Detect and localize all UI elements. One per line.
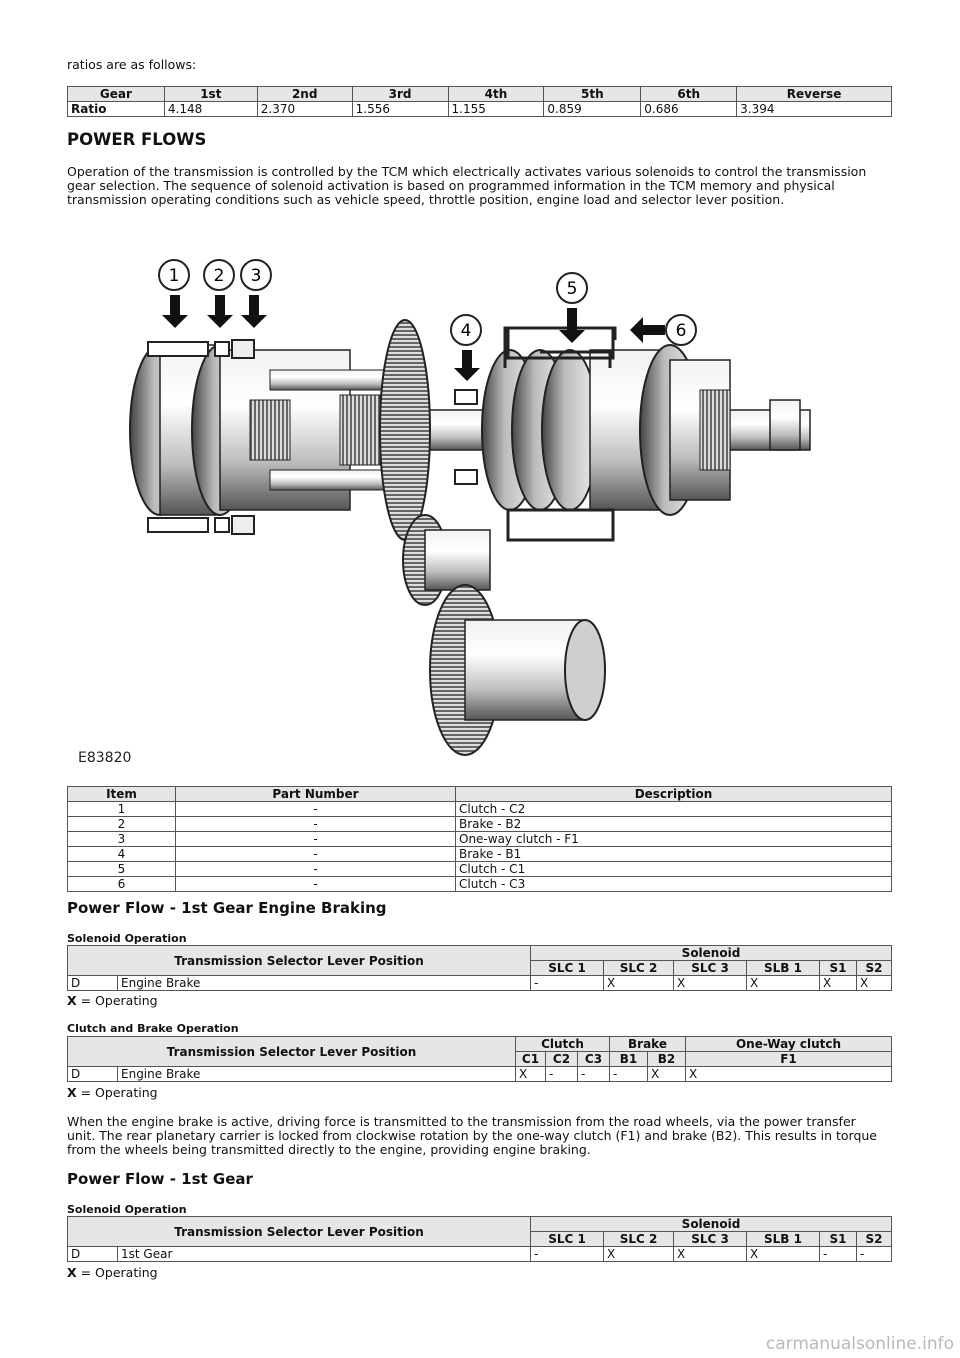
part-number-cell: - <box>176 817 456 832</box>
status-cell: X <box>604 1247 674 1262</box>
status-cell: - <box>820 1247 857 1262</box>
gear-ratio-table <box>67 86 892 117</box>
part-number-cell: - <box>176 862 456 877</box>
solenoid-operation-heading: Solenoid Operation <box>67 1203 187 1216</box>
status-cell: - <box>531 976 604 991</box>
part-number-cell: - <box>176 877 456 892</box>
svg-text:6: 6 <box>675 321 687 341</box>
callout-5-icon <box>557 273 587 303</box>
status-cell: X <box>674 976 747 991</box>
part-number-cell: - <box>176 802 456 817</box>
status-cell: X <box>747 976 820 991</box>
solenoid-header: S1 <box>820 961 857 976</box>
selector-position-header: Transmission Selector Lever Position <box>68 946 531 976</box>
status-cell: - <box>578 1067 610 1082</box>
parts-header-cell: Item <box>68 787 176 802</box>
parts-header-cell: Description <box>456 787 892 802</box>
svg-text:5: 5 <box>566 279 578 299</box>
ratio-header-cell: 1st <box>164 87 257 102</box>
engine-brake-solenoid-table <box>67 945 892 991</box>
note-text: = Operating <box>76 1085 158 1100</box>
clutch-brake-table <box>67 1036 892 1082</box>
selector-position-header: Transmission Selector Lever Position <box>68 1037 516 1067</box>
engine-braking-title: Power Flow - 1st Gear Engine Braking <box>67 899 387 917</box>
description-cell: One-way clutch - F1 <box>456 832 892 847</box>
table-row <box>68 862 892 877</box>
solenoid-header: SLB 1 <box>747 1232 820 1247</box>
table-row <box>68 802 892 817</box>
status-cell: - <box>531 1247 604 1262</box>
callout-4-icon <box>451 315 481 345</box>
status-cell: X <box>686 1067 892 1082</box>
table-row <box>68 1067 892 1082</box>
solenoid-header: S1 <box>820 1232 857 1247</box>
ratio-value: 3.394 <box>737 102 892 117</box>
note-text: = Operating <box>76 1265 158 1280</box>
item-cell: 5 <box>68 862 176 877</box>
section-title: POWER FLOWS <box>67 130 207 149</box>
position-cell: D <box>68 976 118 991</box>
status-cell: X <box>648 1067 686 1082</box>
solenoid-header: S2 <box>857 1232 892 1247</box>
ratio-row-label: Ratio <box>68 102 165 117</box>
clutch-brake-heading: Clutch and Brake Operation <box>67 1022 239 1035</box>
parts-header-cell: Part Number <box>176 787 456 802</box>
first-gear-title: Power Flow - 1st Gear <box>67 1170 253 1188</box>
status-cell: X <box>747 1247 820 1262</box>
note-text: = Operating <box>76 993 158 1008</box>
operating-note <box>67 994 158 1008</box>
part-number-cell: - <box>176 832 456 847</box>
table-row <box>68 1247 892 1262</box>
section-paragraph: Operation of the transmission is controlled by the TCM which electrically activates various solenoids to control the transmission gear selection. The sequence of solenoid activation is based on programmed information in the TCM memory and physical transmission operating conditions such as vehicle speed, throttle position, engine load and selector lever position. <box>67 164 867 207</box>
clutch-group-header: Clutch <box>516 1037 610 1052</box>
first-gear-solenoid-table <box>67 1216 892 1262</box>
description-cell: Clutch - C1 <box>456 862 892 877</box>
mode-cell: 1st Gear <box>118 1247 531 1262</box>
status-cell: - <box>610 1067 648 1082</box>
note-symbol: X <box>67 1085 77 1100</box>
mode-cell: Engine Brake <box>118 1067 516 1082</box>
selector-position-header: Transmission Selector Lever Position <box>68 1217 531 1247</box>
header-row <box>68 946 892 961</box>
solenoid-header: SLC 3 <box>674 961 747 976</box>
description-cell: Brake - B1 <box>456 847 892 862</box>
ratio-value: 1.155 <box>448 102 544 117</box>
ratio-header-cell: 3rd <box>352 87 448 102</box>
solenoid-operation-heading: Solenoid Operation <box>67 932 187 945</box>
component-header: C1 <box>516 1052 546 1067</box>
ratio-value: 2.370 <box>257 102 352 117</box>
ratio-header-cell: Gear <box>68 87 165 102</box>
solenoid-header: SLB 1 <box>747 961 820 976</box>
table-row <box>68 832 892 847</box>
table-row <box>68 877 892 892</box>
item-cell: 2 <box>68 817 176 832</box>
ratio-header-cell: 4th <box>448 87 544 102</box>
component-header: B2 <box>648 1052 686 1067</box>
component-header: C2 <box>546 1052 578 1067</box>
figure-code: E83820 <box>78 750 132 766</box>
intro-text: ratios are as follows: <box>67 57 197 72</box>
part-number-cell: - <box>176 847 456 862</box>
callout-2-icon <box>204 260 234 290</box>
ratio-header-cell: Reverse <box>737 87 892 102</box>
callout-6-icon <box>666 315 696 345</box>
footer-watermark[interactable]: carmanualsonline.info <box>765 1334 954 1354</box>
header-row <box>68 1217 892 1232</box>
engine-braking-paragraph: When the engine brake is active, driving force is transmitted to the transmission from the road wheels, via the power transfer unit. The rear planetary carrier is locked from clockwise rotation by the one-way clutch (F1) and brake (B2). This results in torque from the wheels being transmitted directly to the engine, providing engine braking. <box>67 1114 877 1157</box>
status-cell: - <box>857 1247 892 1262</box>
one-way-clutch-header: One-Way clutch <box>686 1037 892 1052</box>
table-row <box>68 817 892 832</box>
header-row <box>68 1037 892 1052</box>
operating-note <box>67 1086 158 1100</box>
item-cell: 3 <box>68 832 176 847</box>
position-cell: D <box>68 1247 118 1262</box>
ratio-value: 4.148 <box>164 102 257 117</box>
ratio-header-cell: 5th <box>544 87 641 102</box>
solenoid-header: SLC 2 <box>604 1232 674 1247</box>
solenoid-header: S2 <box>857 961 892 976</box>
parts-table <box>67 786 892 892</box>
status-cell: X <box>604 976 674 991</box>
description-cell: Clutch - C3 <box>456 877 892 892</box>
status-cell: X <box>516 1067 546 1082</box>
ratio-header-cell: 2nd <box>257 87 352 102</box>
component-header: C3 <box>578 1052 610 1067</box>
solenoid-header: SLC 1 <box>531 961 604 976</box>
solenoid-header: SLC 2 <box>604 961 674 976</box>
callout-3-icon <box>241 260 271 290</box>
description-cell: Clutch - C2 <box>456 802 892 817</box>
ratio-header-row <box>68 87 892 102</box>
ratio-value: 1.556 <box>352 102 448 117</box>
ratio-value: 0.686 <box>641 102 737 117</box>
ratio-value: 0.859 <box>544 102 641 117</box>
status-cell: - <box>546 1067 578 1082</box>
status-cell: X <box>674 1247 747 1262</box>
solenoid-header: SLC 3 <box>674 1232 747 1247</box>
callout-1-icon <box>159 260 189 290</box>
description-cell: Brake - B2 <box>456 817 892 832</box>
position-cell: D <box>68 1067 118 1082</box>
svg-text:4: 4 <box>460 321 472 341</box>
solenoid-group-header: Solenoid <box>531 946 892 961</box>
item-cell: 1 <box>68 802 176 817</box>
table-row <box>68 976 892 991</box>
svg-text:3: 3 <box>250 266 262 286</box>
status-cell: X <box>820 976 857 991</box>
mode-cell: Engine Brake <box>118 976 531 991</box>
component-header: F1 <box>686 1052 892 1067</box>
svg-text:2: 2 <box>213 266 225 286</box>
svg-text:1: 1 <box>168 266 180 286</box>
component-header: B1 <box>610 1052 648 1067</box>
solenoid-header: SLC 1 <box>531 1232 604 1247</box>
solenoid-group-header: Solenoid <box>531 1217 892 1232</box>
table-row <box>68 847 892 862</box>
note-symbol: X <box>67 993 77 1008</box>
brake-group-header: Brake <box>610 1037 686 1052</box>
note-symbol: X <box>67 1265 77 1280</box>
operating-note <box>67 1266 158 1280</box>
ratio-header-cell: 6th <box>641 87 737 102</box>
ratio-value-row <box>68 102 892 117</box>
transmission-diagram <box>70 250 830 770</box>
item-cell: 6 <box>68 877 176 892</box>
status-cell: X <box>857 976 892 991</box>
parts-header-row <box>68 787 892 802</box>
item-cell: 4 <box>68 847 176 862</box>
